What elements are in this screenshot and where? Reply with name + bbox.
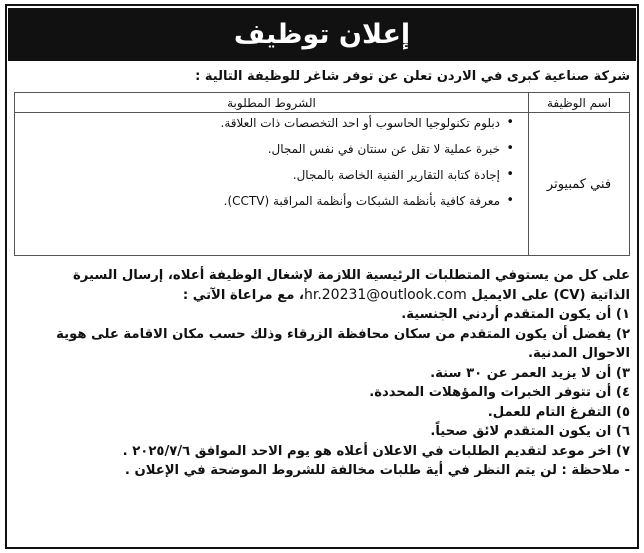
table-row xyxy=(15,113,630,256)
cv-line xyxy=(14,286,630,306)
condition-item: ٦) ان يكون المتقدم لائق صحياً. xyxy=(430,424,630,439)
application-instructions xyxy=(14,266,630,481)
conditions-list xyxy=(14,305,630,461)
job-table xyxy=(14,92,630,256)
table-header-row xyxy=(15,93,630,113)
requirement-item: • إجادة كتابة التقارير الفنية الخاصة بالمجال. xyxy=(23,167,500,183)
note-text: - ملاحظة : لن يتم النظر في أية طلبات مخالفة للشروط الموضحة في الإعلان . xyxy=(124,463,630,478)
requirement-item: • خبرة عملية لا تقل عن سنتان في نفس المجال. xyxy=(23,141,500,157)
job-title-cell: فني كمبيوتر xyxy=(529,113,630,256)
cv-before-text: الذاتية (CV) على الايميل xyxy=(471,287,630,303)
header-requirements: الشروط المطلوبة xyxy=(15,93,529,113)
condition-item: ٤) أن تتوفر الخبرات والمؤهلات المحددة. xyxy=(369,385,630,400)
ad-title-banner xyxy=(8,8,636,61)
condition-item: ٢) يفضل أن يكون المتقدم من سكان محافظة الزرقاء وذلك حسب مكان الاقامة على هوية الاحوال المدنية. xyxy=(56,326,630,361)
requirement-item: • معرفة كافية بأنظمة الشبكات وأنظمة المراقبة (CCTV). xyxy=(23,193,500,209)
condition-item: ٣) أن لا يزيد العمر عن ٣٠ سنة. xyxy=(430,365,630,381)
ad-title: إعلان توظيف xyxy=(233,19,411,50)
condition-item: ٥) التفرغ التام للعمل. xyxy=(487,404,630,420)
cv-after-text: ، مع مراعاة الآتي : xyxy=(182,287,304,303)
condition-item: ١) أن يكون المتقدم أردني الجنسية. xyxy=(401,307,630,322)
requirements-cell xyxy=(15,113,529,256)
header-job-name: اسم الوظيفة xyxy=(529,93,630,113)
lead-paragraph: على كل من يستوفي المتطلبات الرئيسية اللازمة لإشغال الوظيفة أعلاه، إرسال السيرة xyxy=(72,268,630,283)
intro-text: شركة صناعية كبرى في الاردن تعلن عن توفر شاغر للوظيفة التالية : xyxy=(195,69,630,84)
requirement-item: • دبلوم تكنولوجيا الحاسوب أو احد التخصصات ذات العلاقة. xyxy=(23,115,500,131)
requirements-list xyxy=(23,115,514,209)
condition-item: ٧) اخر موعد لتقديم الطلبات في الاعلان أعلاه هو يوم الاحد الموافق ٢٠٢٥/٧/٦ . xyxy=(122,443,630,459)
email-address: hr.20231@outlook.com xyxy=(303,286,467,303)
